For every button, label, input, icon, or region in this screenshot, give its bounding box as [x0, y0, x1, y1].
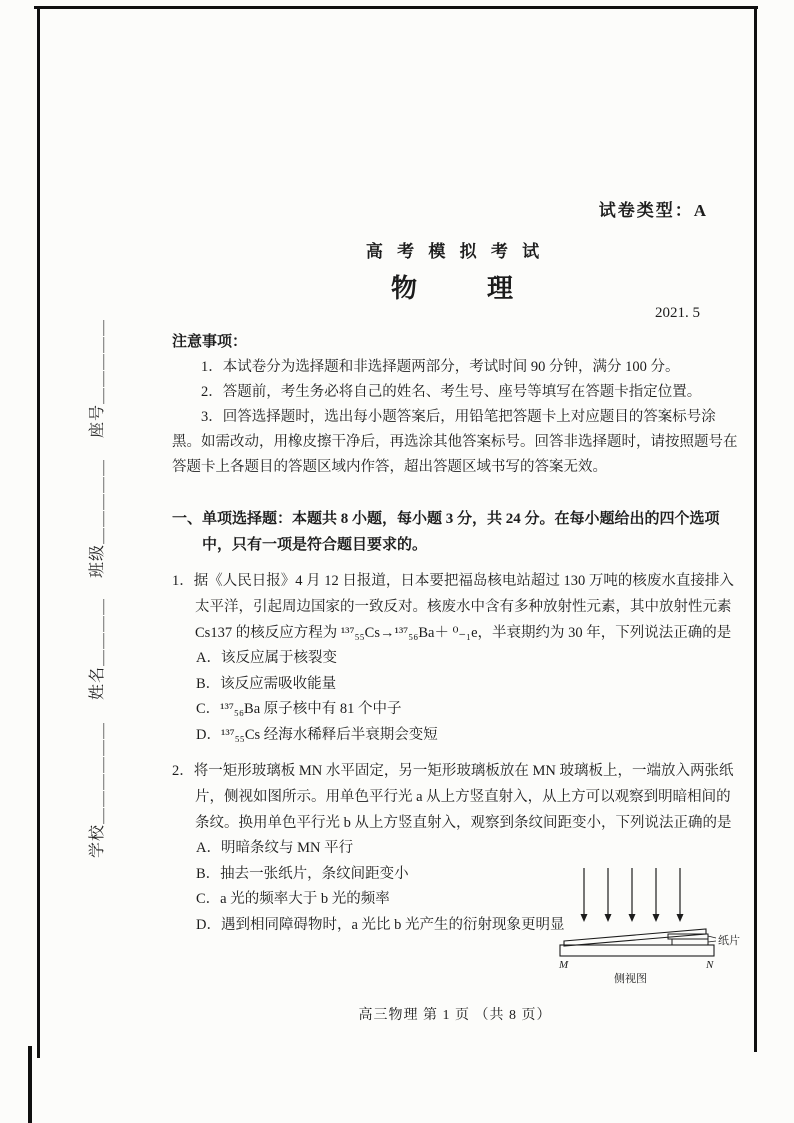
question-2-option-a: A．明暗条纹与 MN 平行 — [196, 840, 354, 856]
notice-heading: 注意事项： — [172, 334, 248, 350]
section-one-header: 一、单项选择题：本题共 8 小题，每小题 3 分，共 24 分。在每小题给出的四个选项中，只有一项是符合题目要求的。 — [172, 511, 720, 553]
scan-border-bottom-left — [28, 1046, 32, 1123]
question-2-options — [172, 836, 588, 938]
question-1-option-d: D．¹³⁷₅₅Cs 经海水稀释后半衰期会变短 — [196, 726, 438, 743]
paper-sheet-2 — [672, 939, 708, 945]
question-2-text: 将一矩形玻璃板 MN 水平固定，另一矩形玻璃板放在 MN 玻璃板上，一端放入两张纸片，侧视如图所示。用单色平行光 a 从上方竖直射入，从上方可以观察到明暗相间的条纹。换用单色平行光 b 从上方竖直射入，观察到条纹间距变小，下列说法正确的是 — [193, 763, 734, 831]
notice-item-1: 1．本试卷分为选择题和非选择题两部分，考试时间 90 分钟，满分 100 分。 — [201, 359, 680, 375]
exam-date: 2021. 5 — [655, 305, 700, 321]
margin-field-name: 姓名＿＿＿＿ — [89, 597, 106, 700]
question-2-stem — [172, 758, 738, 836]
light-ray-arrows-icon — [584, 868, 680, 914]
figure-caption: 侧视图 — [614, 973, 647, 985]
question-1-option-b: B．该反应需吸收能量 — [196, 675, 337, 692]
question-1-option-a: A．该反应属于核裂变 — [196, 650, 337, 666]
exam-content — [172, 198, 738, 938]
question-2-option-d: D．遇到相同障碍物时，a 光比 b 光产生的衍射现象更明显 — [196, 916, 565, 933]
margin-field-class: 班级＿＿＿＿＿ — [89, 458, 106, 578]
top-glass-plate — [564, 929, 706, 946]
question-1-text: 据《人民日报》4 月 12 日报道，日本要把福岛核电站超过 130 万吨的核废水直接排入太平洋，引起周边国家的一致反对。核废水中含有多种放射性元素，其中放射性元素 Cs137 的核反应方程为 ¹³⁷₅₅Cs→¹³⁷₅₆Ba＋ ⁰₋₁e，半衰期约为 30 年，下列说法正确的是 — [193, 573, 734, 641]
margin-field-school: 学校＿＿＿＿＿＿ — [89, 721, 106, 858]
question-1-options — [172, 646, 738, 748]
question-1-stem — [172, 568, 738, 646]
question-2-number: 2． — [172, 763, 194, 779]
question-1-option-c: C．¹³⁷₅₆Ba 原子核中有 81 个中子 — [196, 701, 402, 717]
paper-leader-line-2 — [708, 941, 716, 942]
bottom-glass-plate — [560, 945, 714, 956]
figure-label-paper: 纸片 — [718, 935, 740, 947]
notice-item-3: 3．回答选择题时，选出每小题答案后，用铅笔把答题卡上对应题目的答案标号涂黑。如需改动，用橡皮擦干净后，再选涂其他答案标号。回答非选择题时，请按照题号在答题卡上各题目的答题区域内作答，超出答题区域书写的答案无效。 — [172, 409, 738, 475]
paper-type-label: 试卷类型：A — [598, 201, 708, 220]
paper-leader-line-1 — [708, 936, 716, 938]
light-ray-arrowheads-icon — [581, 914, 684, 922]
exam-name-title: 高 考 模 拟 考 试 — [365, 242, 545, 261]
page-footer: 高三物理 第 1 页 （共 8 页） — [358, 1008, 552, 1023]
margin-field-seat-number: 座号＿＿＿＿＿ — [89, 318, 106, 438]
figure-label-n: N — [706, 959, 714, 971]
question-2-option-b: B．抽去一张纸片，条纹间距变小 — [196, 865, 409, 882]
figure-label-m: M — [559, 959, 569, 971]
scan-border-left — [37, 6, 40, 1058]
question-2-figure — [556, 864, 746, 988]
subject-title: 物 理 — [390, 274, 519, 303]
notice-item-2: 2．答题前，考生务必将自己的姓名、考生号、座号等填写在答题卡指定位置。 — [201, 384, 702, 400]
question-2-option-c: C．a 光的频率大于 b 光的频率 — [196, 891, 390, 907]
air-wedge-diagram — [556, 864, 746, 988]
scan-border-top — [34, 6, 758, 9]
scan-border-right — [754, 6, 757, 1052]
question-1-number: 1． — [172, 573, 194, 589]
